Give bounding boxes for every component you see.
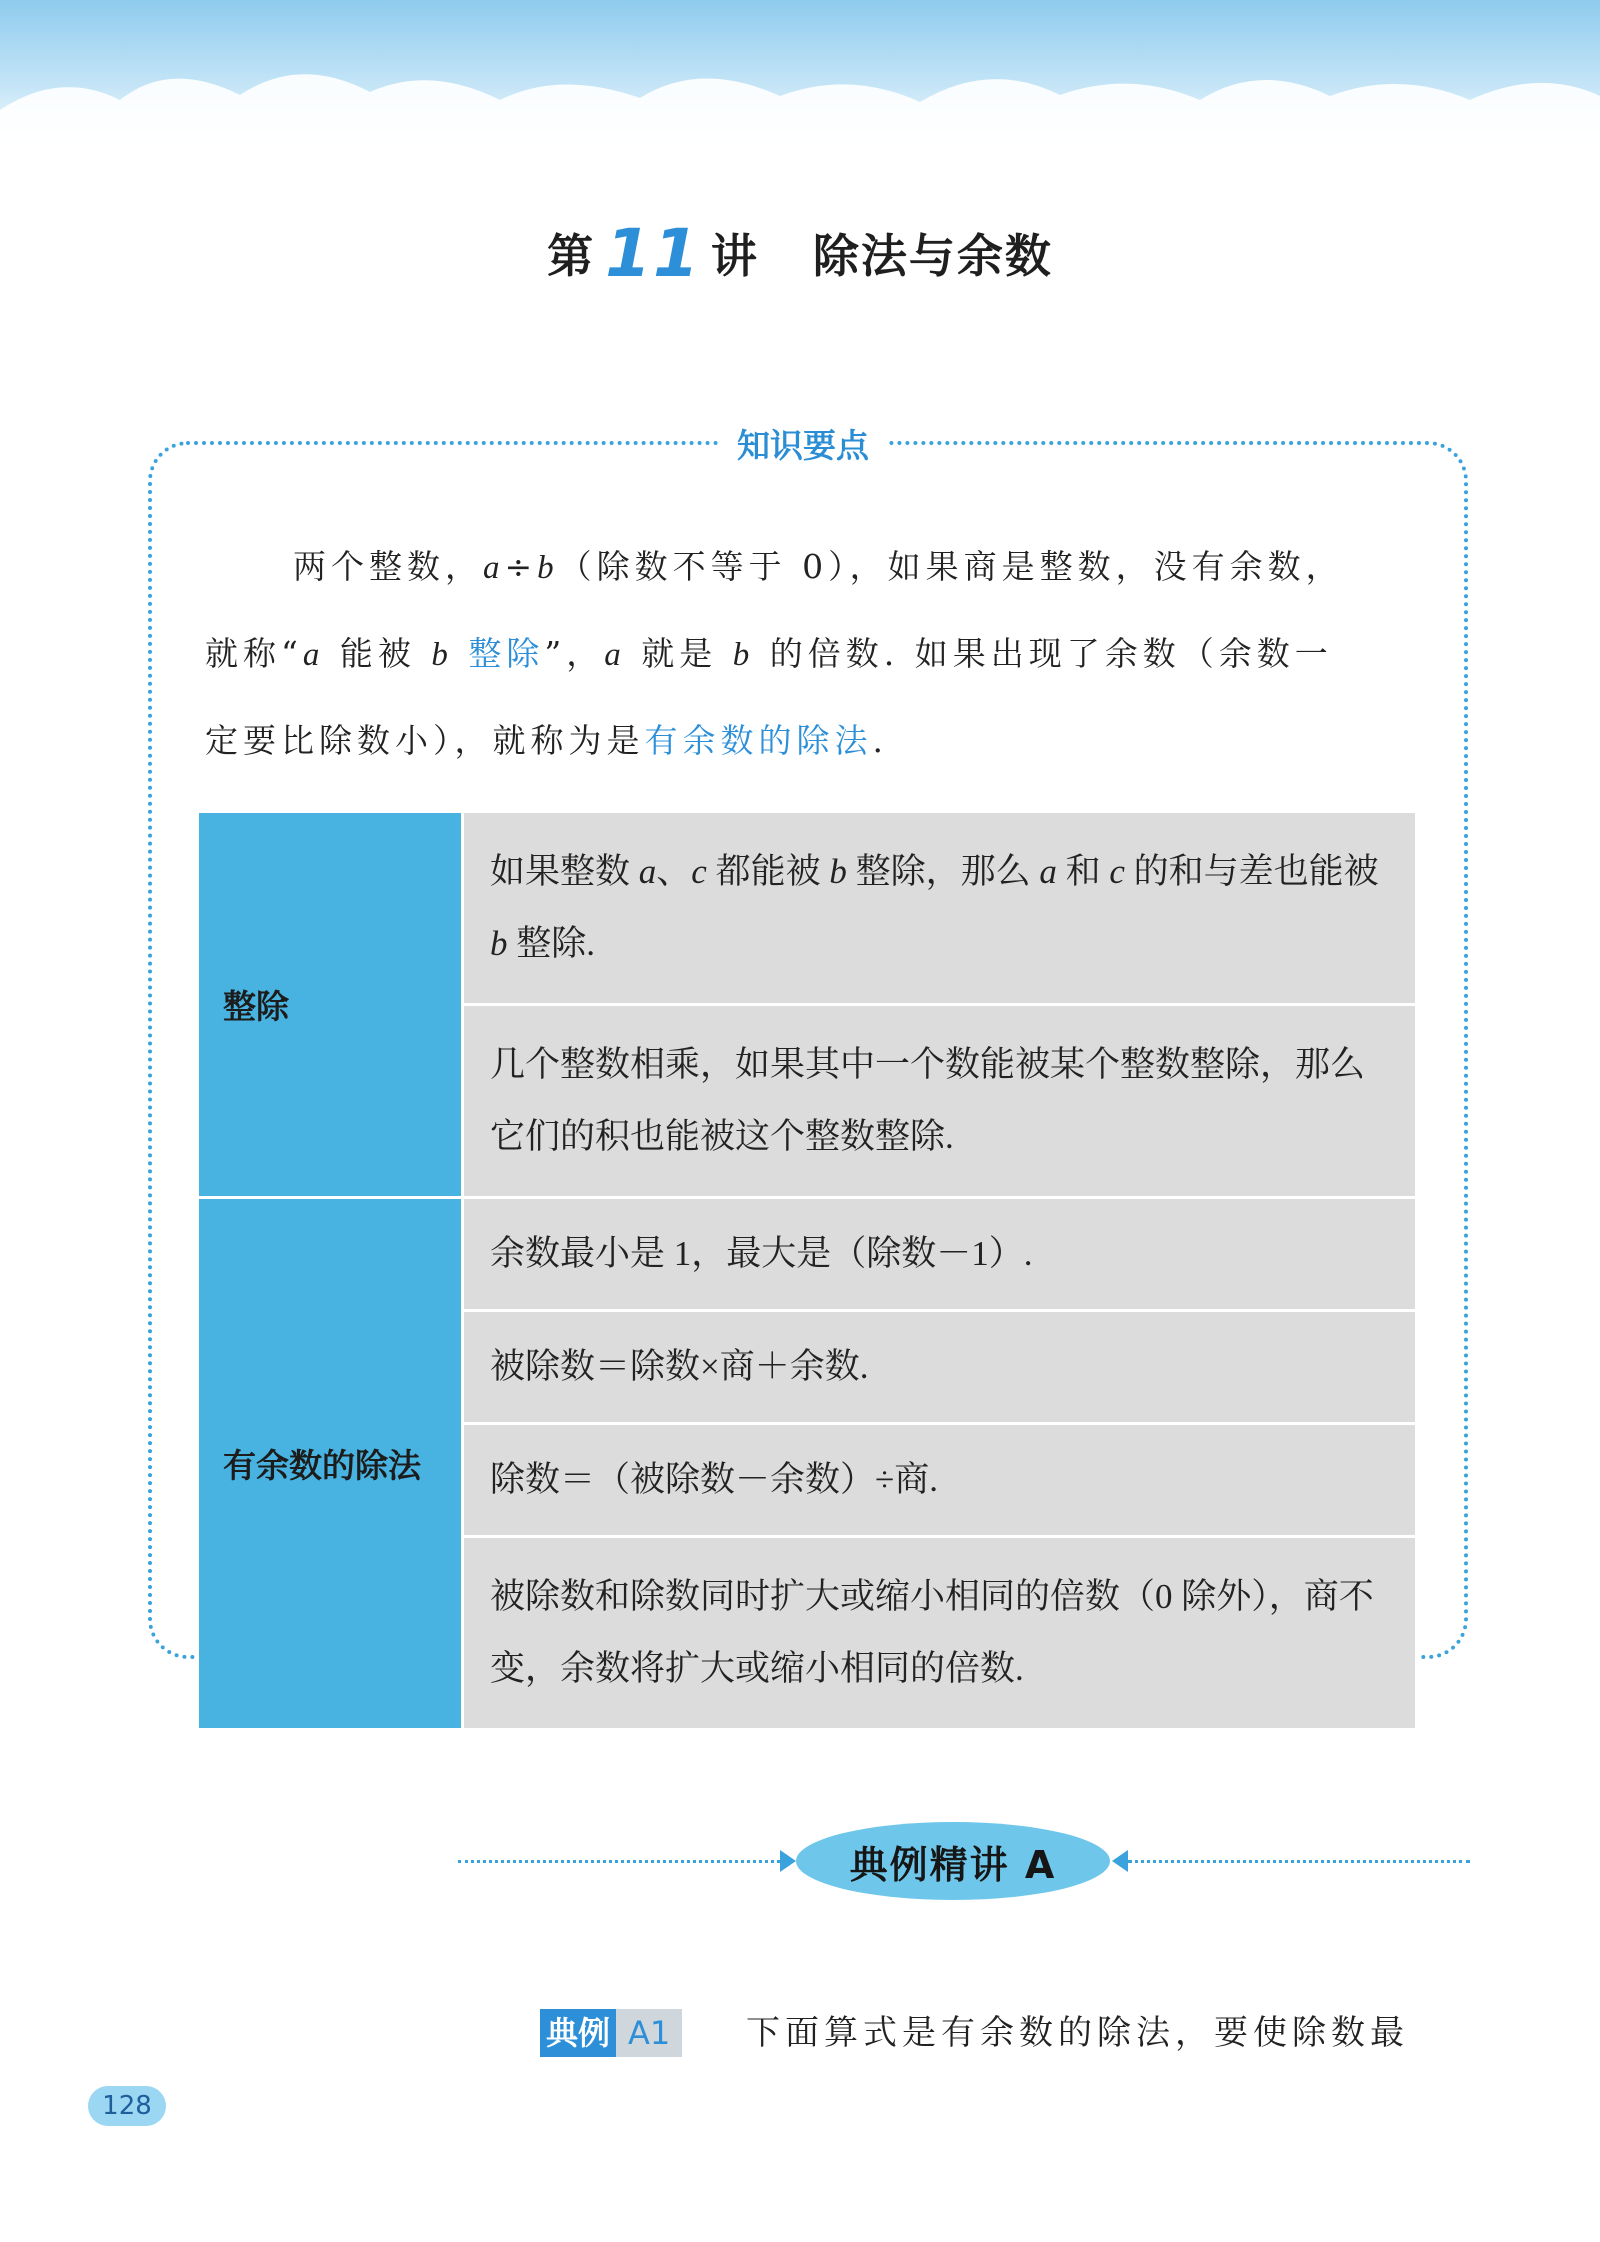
text: 两个整数， <box>293 547 483 586</box>
text: 、 <box>656 852 692 891</box>
rule-cell: 被除数＝除数×商＋余数. <box>463 1311 1417 1424</box>
var: b <box>829 852 847 891</box>
example-tag-main: 典例 <box>540 2009 616 2057</box>
table-row <box>198 812 1417 1005</box>
var: b <box>490 924 508 963</box>
paragraph-line <box>205 611 1435 698</box>
sky-header-decoration <box>0 0 1600 150</box>
section-banner: 典例精讲 A <box>796 1822 1110 1900</box>
text: 的倍数. 如果出现了余数（余数一 <box>754 634 1333 673</box>
text: 如果整数 <box>490 852 639 891</box>
arrow-left-icon <box>1112 1850 1128 1872</box>
example-tag <box>540 2009 682 2057</box>
text: 都能被 <box>706 852 830 891</box>
text: ÷ <box>504 547 538 586</box>
var: c <box>691 852 707 891</box>
text: 就是 <box>625 634 733 673</box>
text: （除数不等于 0），如果商是整数，没有余数， <box>558 547 1344 586</box>
var: b <box>431 637 453 673</box>
text: 的和与差也能被 <box>1124 852 1379 891</box>
paragraph-line <box>205 698 1435 783</box>
arrow-right-icon <box>780 1850 796 1872</box>
banner-line-left <box>458 1860 786 1863</box>
example-tag-id: A1 <box>616 2009 682 2057</box>
text: 整除，那么 <box>846 852 1040 891</box>
var: a <box>604 637 626 673</box>
lesson-number: 11 <box>605 215 701 292</box>
text: 定要比除数小），就称为是 <box>205 721 645 760</box>
table-row <box>198 1198 1417 1311</box>
banner-line-right <box>1128 1860 1470 1863</box>
title-suffix: 讲 <box>710 229 759 283</box>
example-text: 下面算式是有余数的除法，要使除数最 <box>746 2013 1409 2053</box>
lesson-name: 除法与余数 <box>812 229 1053 283</box>
lesson-title <box>0 215 1600 292</box>
knowledge-table <box>196 810 1418 1731</box>
rule-cell: 几个整数相乘，如果其中一个数能被某个整数整除，那么它们的积也能被这个整数整除. <box>463 1005 1417 1198</box>
knowledge-heading: 知识要点 <box>718 420 888 467</box>
var: a <box>483 550 505 586</box>
highlight-term: 有余数的除法 <box>644 721 873 760</box>
text: . <box>872 721 888 760</box>
var: a <box>302 637 325 673</box>
category-remainder: 有余数的除法 <box>198 1198 463 1730</box>
knowledge-paragraph <box>205 524 1435 783</box>
text: 就称“ <box>205 634 303 673</box>
category-divisibility: 整除 <box>198 812 463 1198</box>
highlight-term: 整除 <box>452 634 545 673</box>
page-number: 128 <box>88 2086 166 2126</box>
paragraph-line <box>205 524 1435 611</box>
var: a <box>638 852 657 891</box>
title-prefix: 第 <box>547 229 596 283</box>
text: 能被 <box>324 634 432 673</box>
text: 整除. <box>507 924 596 963</box>
rule-cell: 余数最小是 1，最大是（除数－1）. <box>463 1198 1417 1311</box>
text: ”， <box>544 634 605 673</box>
var: a <box>1039 852 1057 891</box>
rule-cell: 被除数和除数同时扩大或缩小相同的倍数（0 除外），商不变，余数将扩大或缩小相同的倍数. <box>463 1537 1417 1730</box>
var: b <box>732 637 755 673</box>
text: 和 <box>1056 852 1110 891</box>
rule-cell: 除数＝（被除数－余数）÷商. <box>463 1424 1417 1537</box>
var: c <box>1109 852 1125 891</box>
var: b <box>537 550 559 586</box>
rule-cell <box>463 812 1417 1005</box>
